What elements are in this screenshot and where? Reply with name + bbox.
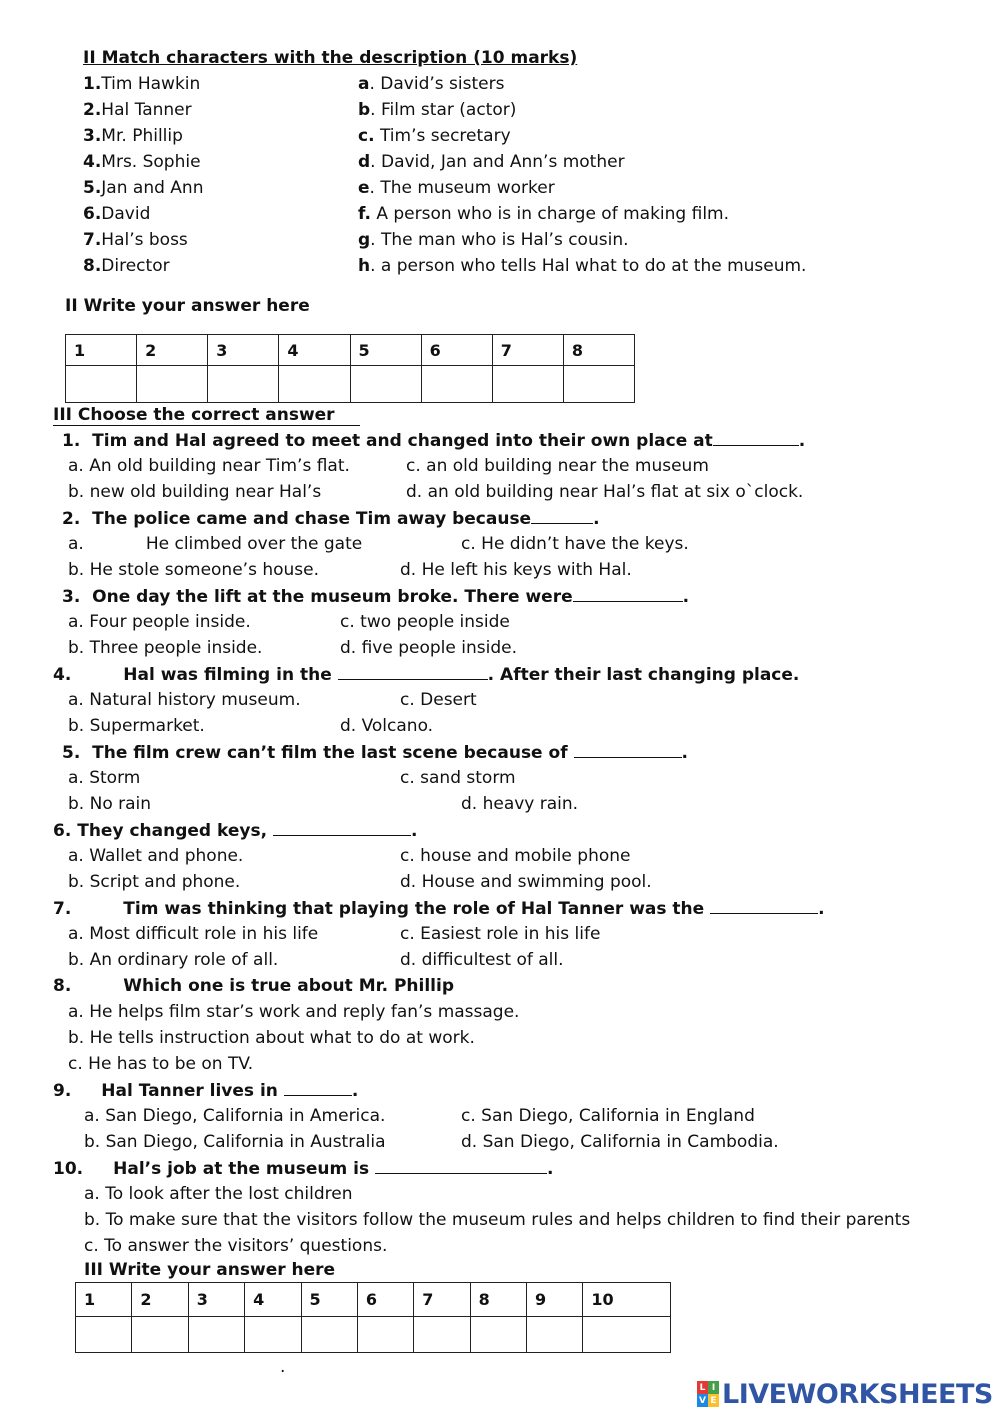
answer-blank[interactable]	[273, 819, 411, 836]
option[interactable]: c. sand storm	[400, 768, 516, 788]
answer-input-row	[76, 1317, 671, 1353]
answer-col-label: 9	[527, 1283, 583, 1317]
question-9: 9. Hal Tanner lives in .	[53, 1081, 359, 1101]
question-6: 6. They changed keys, .	[53, 821, 418, 841]
answer-col-label: 2	[132, 1283, 188, 1317]
option[interactable]: a. To look after the lost children	[84, 1184, 353, 1204]
answer-blank[interactable]	[573, 585, 683, 602]
answer-cell-4[interactable]	[279, 366, 350, 403]
answer-col-label: 6	[357, 1283, 413, 1317]
option[interactable]: a. Four people inside.	[68, 612, 251, 632]
question-5: 5. The film crew can’t film the last scene because of .	[62, 743, 688, 763]
answer-cell-1[interactable]	[76, 1317, 132, 1353]
answer-cell-5[interactable]	[301, 1317, 357, 1353]
answer-col-label: 5	[350, 335, 421, 366]
answer-cell-9[interactable]	[527, 1317, 583, 1353]
logo-mark-icon: L I V E	[697, 1381, 719, 1407]
option[interactable]: d. heavy rain.	[461, 794, 579, 814]
answer-cell-2[interactable]	[137, 366, 208, 403]
answer-col-label: 7	[414, 1283, 470, 1317]
answer-cell-5[interactable]	[350, 366, 421, 403]
answer-cell-8[interactable]	[470, 1317, 526, 1353]
description-item: a. David’s sisters	[358, 74, 505, 94]
option[interactable]: c. house and mobile phone	[400, 846, 631, 866]
option[interactable]: a. He helps film star’s work and reply fan’s massage.	[68, 1002, 520, 1022]
answer-cell-7[interactable]	[492, 366, 563, 403]
answer-input-row	[66, 366, 635, 403]
answer-cell-7[interactable]	[414, 1317, 470, 1353]
answer-col-label: 10	[583, 1283, 671, 1317]
question-3: 3. One day the lift at the museum broke. There were .	[62, 587, 690, 607]
description-item: c. Tim’s secretary	[358, 126, 511, 146]
option[interactable]: c. Desert	[400, 690, 477, 710]
character-item: 7.Hal’s boss	[83, 230, 188, 250]
answer-col-label: 3	[208, 335, 279, 366]
character-item: 4.Mrs. Sophie	[83, 152, 201, 172]
answer-col-label: 1	[66, 335, 137, 366]
option[interactable]: c. He didn’t have the keys.	[461, 534, 689, 554]
option[interactable]: b. An ordinary role of all.	[68, 950, 279, 970]
character-item: 6.David	[83, 204, 151, 224]
answer-col-label: 6	[421, 335, 492, 366]
option[interactable]: c. two people inside	[340, 612, 510, 632]
description-item: f. A person who is in charge of making film.	[358, 204, 729, 224]
answer-cell-8[interactable]	[563, 366, 634, 403]
option[interactable]: b. He tells instruction about what to do at work.	[68, 1028, 475, 1048]
option[interactable]: c. To answer the visitors’ questions.	[84, 1236, 388, 1256]
answer-cell-10[interactable]	[583, 1317, 671, 1353]
description-item: g. The man who is Hal’s cousin.	[358, 230, 629, 250]
choose-answer-heading: III Write your answer here	[84, 1260, 336, 1280]
option[interactable]: d. He left his keys with Hal.	[400, 560, 632, 580]
answer-blank[interactable]	[375, 1157, 547, 1174]
option[interactable]: a. San Diego, California in America.	[84, 1106, 386, 1126]
answer-blank[interactable]	[284, 1079, 352, 1096]
option[interactable]: b. Script and phone.	[68, 872, 241, 892]
choose-heading: III Choose the correct answer	[53, 404, 360, 426]
answer-blank[interactable]	[574, 741, 682, 758]
option[interactable]: c. He has to be on TV.	[68, 1054, 254, 1074]
match-answer-table	[65, 334, 635, 403]
description-item: d. David, Jan and Ann’s mother	[358, 152, 625, 172]
option[interactable]: d. difficultest of all.	[400, 950, 564, 970]
answer-blank[interactable]	[713, 429, 799, 446]
option[interactable]: a. Storm	[68, 768, 141, 788]
option[interactable]: b. To make sure that the visitors follow the museum rules and helps children to find their parents	[84, 1210, 911, 1230]
character-item: 3.Mr. Phillip	[83, 126, 183, 146]
answer-col-label: 8	[563, 335, 634, 366]
answer-col-label: 4	[279, 335, 350, 366]
answer-blank[interactable]	[531, 507, 593, 524]
match-answer-heading: II Write your answer here	[65, 296, 310, 316]
option[interactable]: b. No rain	[68, 794, 152, 814]
answer-col-label: 2	[137, 335, 208, 366]
liveworksheets-logo	[697, 1378, 993, 1410]
option[interactable]: a. Wallet and phone.	[68, 846, 244, 866]
option[interactable]: b. San Diego, California in Australia	[84, 1132, 386, 1152]
answer-blank[interactable]	[710, 897, 818, 914]
option[interactable]: a. Natural history museum.	[68, 690, 301, 710]
answer-col-label: 4	[245, 1283, 301, 1317]
choose-answer-table	[75, 1282, 671, 1353]
answer-blank[interactable]	[338, 663, 488, 680]
answer-header-row	[76, 1283, 671, 1317]
character-item: 5.Jan and Ann	[83, 178, 204, 198]
answer-cell-1[interactable]	[66, 366, 137, 403]
option[interactable]: b. Supermarket.	[68, 716, 205, 736]
option[interactable]: d. San Diego, California in Cambodia.	[461, 1132, 779, 1152]
description-item: b. Film star (actor)	[358, 100, 517, 120]
question-2: 2. The police came and chase Tim away because .	[62, 509, 600, 529]
logo-text: LIVEWORKSHEETS	[722, 1378, 993, 1410]
answer-cell-6[interactable]	[421, 366, 492, 403]
answer-cell-3[interactable]	[188, 1317, 244, 1353]
character-item: 8.Director	[83, 256, 170, 276]
option[interactable]: b. He stole someone’s house.	[68, 560, 319, 580]
question-7: 7. Tim was thinking that playing the role of Hal Tanner was the .	[53, 899, 825, 919]
answer-cell-3[interactable]	[208, 366, 279, 403]
answer-col-label: 1	[76, 1283, 132, 1317]
question-10: 10. Hal’s job at the museum is .	[53, 1159, 554, 1179]
answer-header-row	[66, 335, 635, 366]
option[interactable]: d. five people inside.	[340, 638, 517, 658]
option[interactable]: a. He climbed over the gate	[68, 534, 363, 554]
option[interactable]: c. San Diego, California in England	[461, 1106, 755, 1126]
answer-col-label: 3	[188, 1283, 244, 1317]
option[interactable]: b. new old building near Hal’s	[68, 482, 322, 502]
description-item: e. The museum worker	[358, 178, 555, 198]
stray-dot: .	[280, 1357, 286, 1377]
option[interactable]: c. an old building near the museum	[406, 456, 709, 476]
answer-cell-2[interactable]	[132, 1317, 188, 1353]
question-1: 1. Tim and Hal agreed to meet and changed into their own place at .	[62, 431, 806, 451]
answer-cell-6[interactable]	[357, 1317, 413, 1353]
option[interactable]: a. An old building near Tim’s flat.	[68, 456, 350, 476]
match-heading: II Match characters with the description (10 marks)	[83, 48, 578, 68]
answer-cell-4[interactable]	[245, 1317, 301, 1353]
question-4: 4. Hal was filming in the . After their last changing place.	[53, 665, 800, 685]
answer-col-label: 7	[492, 335, 563, 366]
option[interactable]: a. Most difficult role in his life	[68, 924, 319, 944]
answer-col-label: 5	[301, 1283, 357, 1317]
character-item: 2.Hal Tanner	[83, 100, 192, 120]
option[interactable]: b. Three people inside.	[68, 638, 263, 658]
option[interactable]: d. House and swimming pool.	[400, 872, 652, 892]
question-8: 8. Which one is true about Mr. Phillip	[53, 976, 454, 996]
character-item: 1.Tim Hawkin	[83, 74, 201, 94]
option[interactable]: d. Volcano.	[340, 716, 434, 736]
option[interactable]: d. an old building near Hal’s flat at six o`clock.	[406, 482, 804, 502]
description-item: h. a person who tells Hal what to do at the museum.	[358, 256, 807, 276]
option[interactable]: c. Easiest role in his life	[400, 924, 601, 944]
answer-col-label: 8	[470, 1283, 526, 1317]
